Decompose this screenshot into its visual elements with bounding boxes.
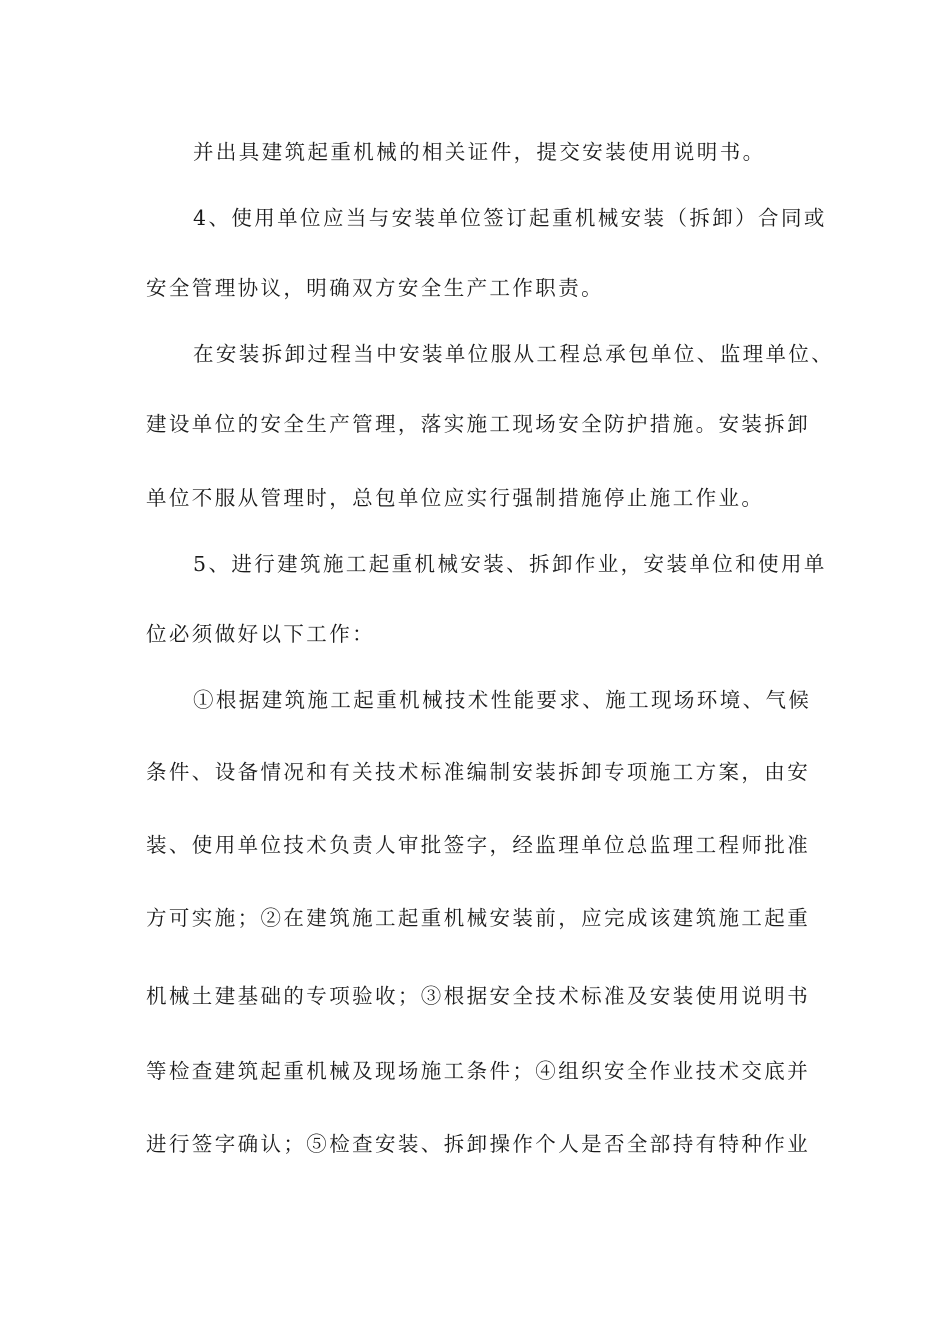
- text-line-13: 机械土建基础的专项验收；③根据安全技术标准及安装使用说明书: [146, 984, 811, 1008]
- text-line-7: 5、进行建筑施工起重机械安装、拆卸作业，安装单位和使用单: [193, 552, 827, 576]
- text-line-10: 条件、设备情况和有关技术标准编制安装拆卸专项施工方案，由安: [146, 760, 811, 784]
- text-line-2: 4、使用单位应当与安装单位签订起重机械安装（拆卸）合同或: [193, 206, 827, 230]
- text-line-15: 进行签字确认；⑤检查安装、拆卸操作个人是否全部持有特种作业: [146, 1132, 811, 1156]
- text-line-11: 装、使用单位技术负责人审批签字，经监理单位总监理工程师批准: [146, 833, 811, 857]
- text-line-8: 位必须做好以下工作：: [146, 622, 375, 646]
- text-line-14: 等检查建筑起重机械及现场施工条件；④组织安全作业技术交底并: [146, 1059, 811, 1083]
- text-line-4: 在安装拆卸过程当中安装单位服从工程总承包单位、监理单位、: [193, 342, 835, 366]
- text-line-9: ①根据建筑施工起重机械技术性能要求、施工现场环境、气候: [193, 688, 812, 712]
- text-line-3: 安全管理协议，明确双方安全生产工作职责。: [146, 276, 604, 300]
- text-line-12: 方可实施；②在建筑施工起重机械安装前，应完成该建筑施工起重: [146, 906, 811, 930]
- text-line-6: 单位不服从管理时，总包单位应实行强制措施停止施工作业。: [146, 486, 765, 510]
- text-line-1: 并出具建筑起重机械的相关证件，提交安装使用说明书。: [193, 140, 766, 164]
- text-line-5: 建设单位的安全生产管理，落实施工现场安全防护措施。安装拆卸: [146, 412, 811, 436]
